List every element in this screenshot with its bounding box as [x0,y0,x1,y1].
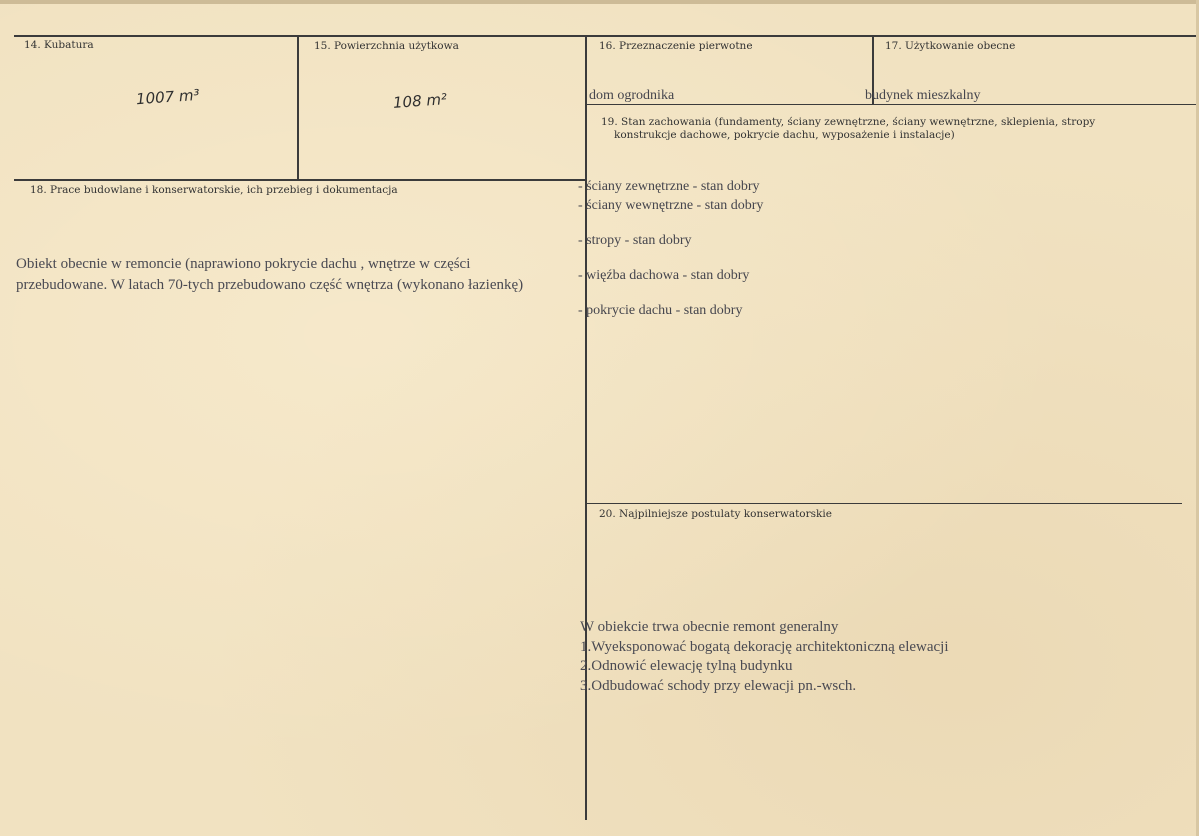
label-15-powierzchnia: 15. Powierzchnia użytkowa [314,40,459,52]
postulaty-line-2: 1.Wyeksponować bogatą dekorację architektoniczną elewacji [580,638,949,655]
label-19-line2: konstrukcje dachowe, pokrycie dachu, wyposażenie i instalacje) [614,129,955,141]
value-powierzchnia: 108 m² [392,90,448,112]
row2-border-left [14,179,586,181]
label-16-przeznaczenie: 16. Przeznaczenie pierwotne [599,40,753,52]
stan-item-1: - ściany zewnętrzne - stan dobry [578,179,760,194]
label-20-postulaty: 20. Najpilniejsze postulaty konserwatorskie [599,508,832,520]
label-19-stan [601,116,1181,142]
postulaty-line-4: 3.Odbudować schody przy elewacji pn.-wsch. [580,677,857,694]
value-uzytkowanie: budynek mieszkalny [865,88,981,103]
postulaty-text [580,618,949,696]
section-20-border [586,503,1182,504]
prace-line-1: Obiekt obecnie w remoncie (naprawiono pokrycie dachu , wnętrze w części [16,256,471,272]
row2-border-right [586,104,1196,105]
stan-item-3: - stropy - stan dobry [578,233,692,248]
postulaty-line-1: W obiekcie trwa obecnie remont generalny [580,619,839,635]
top-border [14,35,1196,37]
label-18-prace: 18. Prace budowlane i konserwatorskie, ich przebieg i dokumentacja [30,184,398,196]
stan-item-4: - więźba dachowa - stan dobry [578,268,750,283]
value-przeznaczenie: dom ogrodnika [589,88,675,103]
divider-14-15 [297,36,299,179]
value-kubatura: 1007 m³ [135,85,201,109]
label-19-line1: 19. Stan zachowania (fundamenty, ściany zewnętrzne, ściany wewnętrzne, sklepienia, stropy [601,116,1096,128]
prace-line-2: przebudowane. W latach 70-tych przebudowano część wnętrza (wykonano łazienkę) [16,277,524,293]
paper-edge-top [0,0,1199,4]
label-17-uzytkowanie: 17. Użytkowanie obecne [885,40,1016,52]
stan-item-5: - pokrycie dachu - stan dobry [578,303,743,318]
postulaty-line-3: 2.Odnowić elewację tylną budynku [580,658,793,674]
prace-text [16,254,523,296]
stan-item-2: - ściany wewnętrzne - stan dobry [578,198,764,213]
main-divider [585,36,587,820]
label-14-kubatura: 14. Kubatura [24,39,94,51]
